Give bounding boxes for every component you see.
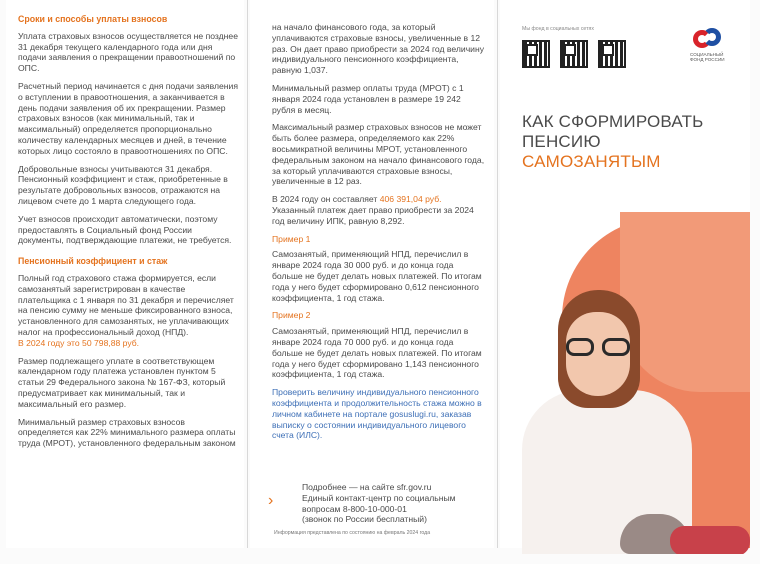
cover-headline (522, 112, 742, 172)
hotline-note: (звонок по России бесплатный) (302, 514, 427, 525)
highlight-amount: В 2024 году это 50 798,88 руб. (18, 337, 140, 348)
logo-text (690, 52, 730, 62)
paragraph: Максимальный размер страховых взносов не может быть более размера, определяемого как 22% восьмикратной величины МРОТ, установленного федеральным законом на начало финансового года, за который уплачиваются страховые взносы, увеличенные в 12 раз. (272, 122, 485, 187)
logo-mark-icon (693, 26, 725, 52)
text: Указанный платеж дает право приобрести за 2024 год величину ИПК, равную 8,292. (272, 204, 474, 226)
highlight-amount: 406 391,04 руб. (379, 194, 442, 205)
headline-line: КАК СФОРМИРОВАТЬ (522, 112, 704, 131)
paragraph: Минимальный размер оплаты труда (МРОТ) с 1 января 2024 года установлен в размере 19 242 рубля в месяц. (272, 82, 464, 115)
middle-column (272, 22, 486, 448)
social-caption: Мы фонд в социальных сетях (522, 26, 594, 32)
paragraph: на начало финансового года, за который уплачиваются страховые взносы, увеличенные в 12 раз. Он дает право приобрести за 2024 год величину индивидуального пенсионного коэффициента, равную 1,037. (272, 22, 485, 76)
example-1-text: Самозанятый, применяющий НПД, перечислил в январе 2024 года 30 000 руб. и до конца года больше не будет делать новых платежей. По итогам года у него будет сформировано 0,612 пенсионного коэффициента, 1 год стажа. (272, 249, 482, 303)
sfr-logo (690, 26, 730, 62)
paragraph: Минимальный размер страховых взносов определяется как 22% минимального размера оплаты труда (МРОТ), установленного федеральным законом (18, 416, 236, 449)
example-2-text: Самозанятый, применяющий НПД, перечислил в январе 2024 года 70 000 руб. и до конца года больше не будет делать новых платежей. По итогам года у него будет сформировано 1,143 пенсионного коэффициента, 1 год стажа. (272, 326, 482, 380)
fold-line (247, 0, 248, 548)
website-line: Подробнее — на сайте sfr.gov.ru (302, 482, 432, 492)
chevron-right-icon: › (268, 492, 274, 509)
paragraph: Размер подлежащего уплате в соответствующем календарном году платежа установлен пунктом 5 статьи 29 Федерального закона № 167-ФЗ, который предусматривает как минимальный, так и максимальный его размер. (18, 355, 226, 409)
logo-line: ФОНД РОССИИ (690, 57, 725, 63)
paragraph: Расчетный период начинается с дня подачи заявления о вступлении в правоотношения, а заканчивается в день подачи заявления об их прекращении. Размер страховых взносов (как минимальный, так и максимальный) определяется пропорционально количеству календарных месяцев и дней, в течение которых лицо состояло в правоотношениях по ОПС. (18, 80, 238, 156)
qr-code-icon (522, 40, 550, 68)
contact-block (268, 482, 488, 525)
paragraph: Учет взносов происходит автоматически, поэтому предоставлять в Социальный фонд России документы, подтверждающие платежи, не требуется. (18, 213, 232, 246)
headline-line: ПЕНСИЮ (522, 132, 601, 151)
section-title-payment-terms: Сроки и способы уплаты взносов (18, 14, 168, 24)
hotline-line: Единый контакт-центр по социальным вопросам 8-800-10-000-01 (302, 492, 456, 514)
fold-line (497, 0, 498, 548)
example-2-title: Пример 2 (272, 310, 311, 321)
section-title-coefficient: Пенсионный коэффициент и стаж (18, 256, 168, 267)
qr-code-icon (598, 40, 626, 68)
example-1-title: Пример 1 (272, 233, 311, 244)
paragraph: Уплата страховых взносов осуществляется не позднее 31 декабря текущего календарного года или дня подачи заявления о прекращении правоотношений по ОПС. (18, 30, 238, 74)
paragraph-max-amount (272, 194, 486, 226)
paragraph: Добровольные взносы учитываются 31 декабря. Пенсионный коэффициент и стаж, приобретенные в результате добровольных взносов, отражаются на лицевом счете до 1 марта следующего года. (18, 163, 228, 206)
date-footnote: Информация представлена по состоянию на февраль 2024 года (274, 530, 431, 536)
gosuslugi-note: Проверить величину индивидуального пенсионного коэффициента и продолжительность стажа можно в личном кабинете на портале gosuslugi.ru, заказав выписку о состоянии индивидуального лицевого счета (ИЛС). (272, 387, 482, 441)
qr-code-icon (560, 40, 588, 68)
paragraph: Полный год страхового стажа формируется, если самозанятый зарегистрирован в качестве плательщика с 1 января по 31 декабря и перечисляет на пенсию сумму не меньше фиксированного взноса, установленного для самозанятых, не уплачивающих налог на профессиональный доход (НПД). (18, 272, 234, 337)
cover-photo (500, 212, 750, 554)
text: В 2024 году он составляет (272, 194, 380, 205)
left-column (18, 14, 240, 456)
headline-line-accent: САМОЗАНЯТЫМ (522, 152, 661, 171)
logo-line: СОЦИАЛЬНЫЙ (690, 52, 724, 57)
